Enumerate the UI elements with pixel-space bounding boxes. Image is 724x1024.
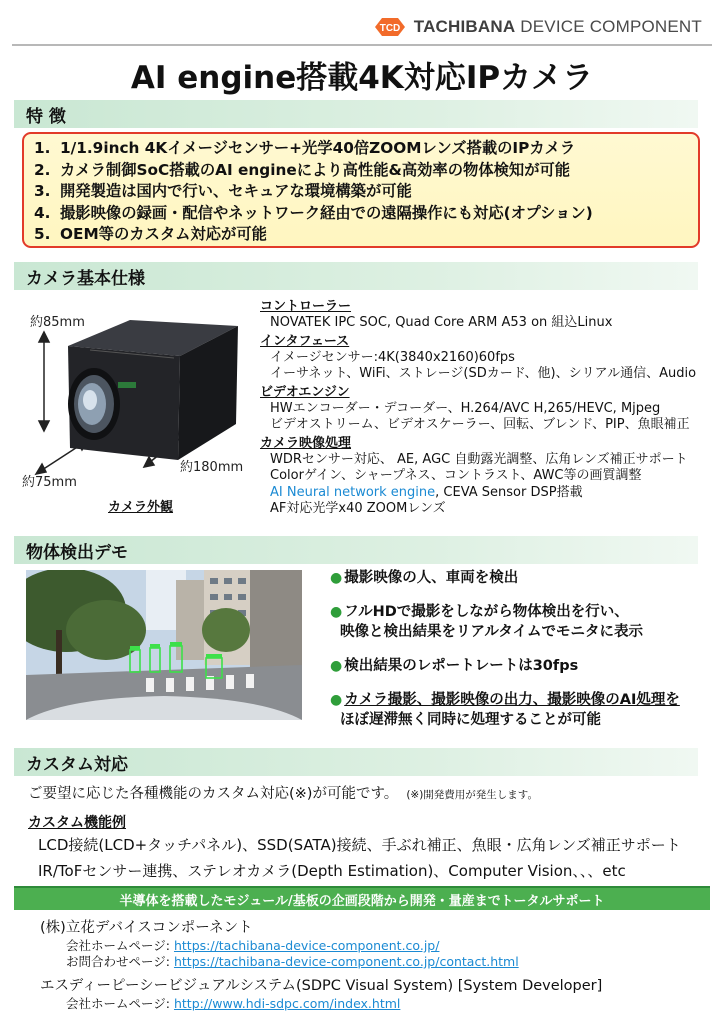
feature-text: 1/1.9inch 4Kイメージセンサー+光学40倍ZOOMレンズ搭載のIPカメラ xyxy=(60,139,576,157)
spec-line: ビデオストリーム、ビデオスケーラー、回転、ブレンド、PIP、魚眼補正 xyxy=(270,417,690,432)
contact-line-sdpc-home xyxy=(66,994,400,1012)
sdpc-homepage-link[interactable]: http://www.hdi-sdpc.com/index.html xyxy=(173,996,401,1011)
spec-line: HWエンコーダー・デコーダー、H.264/AVC H,265/HEVC, Mjpeg xyxy=(270,400,661,416)
page-title: AI engine搭載4K対応IPカメラ xyxy=(130,60,594,96)
dim-height-label: 約85mm xyxy=(30,315,85,330)
contact-label: 会社ホームページ: xyxy=(66,996,170,1011)
detection-bullets xyxy=(330,568,710,744)
spec-line: NOVATEK IPC SOC, Quad Core ARM A53 on 組込Linux xyxy=(270,315,613,330)
bullet-dot-icon: ● xyxy=(330,658,343,674)
feature-number: 4. xyxy=(34,203,51,222)
feature-item xyxy=(34,224,698,246)
bullet-dot-icon: ● xyxy=(330,692,343,708)
feature-text: カメラ制御SoC搭載のAI engineにより高性能&高効率の物体検知が可能 xyxy=(60,160,571,179)
contact-line-inquiry xyxy=(66,952,519,970)
company-name-sdpc: エスディーピーシービジュアルシステム(SDPC Visual System) [System Developer] xyxy=(40,978,603,994)
spec-line-ai xyxy=(260,485,710,502)
company-name-tachibana: (株)立花デバイスコンポーネント xyxy=(40,920,253,936)
feature-number: 1. xyxy=(34,139,51,157)
bullet-text-cont: ほぼ遅滞無く同時に処理することが可能 xyxy=(340,712,601,728)
bullet-text: 検出結果のレポートレートは30fps xyxy=(344,658,579,674)
header-divider xyxy=(12,44,712,46)
feature-number: 5. xyxy=(34,225,51,243)
contact-page-link[interactable]: https://tachibana-device-component.co.jp/contact.html xyxy=(173,954,519,969)
spec-line: WDRセンサー対応、 AE, AGC 自動露光調整、広角レンズ補正サポート xyxy=(270,451,688,467)
bullet-text: 撮影映像の人、車両を検出 xyxy=(344,570,519,586)
custom-example-line: LCD接続(LCD+タッチパネル)、SSD(SATA)接続、手ぶれ補正、魚眼・広角レンズ補正サポート xyxy=(38,836,681,854)
custom-examples-heading: カスタム機能例 xyxy=(28,815,126,831)
brand-header xyxy=(372,14,702,40)
spec-line: イーサネット、WiFi、ストレージ(SDカード、他)、シリアル通信、Audio xyxy=(270,366,697,381)
feature-text: 撮影映像の録画・配信やネットワーク経由での遠隔操作にも対応(オプション) xyxy=(60,203,593,222)
feature-text: OEM等のカスタム対応が可能 xyxy=(60,225,267,243)
spec-heading: カメラ映像処理 xyxy=(260,435,352,451)
svg-text:TCD: TCD xyxy=(379,23,401,34)
features-box xyxy=(22,132,700,248)
feature-number: 2. xyxy=(34,160,51,179)
ai-engine-rest: , CEVA Sensor DSP搭載 xyxy=(435,484,583,500)
homepage-link[interactable]: https://tachibana-device-component.co.jp/ xyxy=(173,938,440,953)
spec-line: AF対応光学x40 ZOOMレンズ xyxy=(270,501,446,516)
spec-heading: インタフェース xyxy=(260,333,350,349)
section-header-features: 特 徴 xyxy=(14,100,698,128)
bullet-text: カメラ撮影、撮影映像の出力、撮影映像のAI処理を xyxy=(344,692,680,708)
bullet-dot-icon: ● xyxy=(330,604,343,620)
spec-line: イメージセンサー:4K(3840x2160)60fps xyxy=(270,349,515,365)
tcd-logo-icon xyxy=(372,16,408,38)
feature-item xyxy=(34,138,698,160)
dim-width-label: 約75mm xyxy=(22,475,77,490)
section-header-custom: カスタム対応 xyxy=(14,748,698,776)
spec-group xyxy=(260,384,710,434)
spec-group xyxy=(260,435,710,518)
contact-label: 会社ホームページ: xyxy=(66,938,170,953)
spec-heading: ビデオエンジン xyxy=(260,384,350,400)
camera-caption: カメラ外観 xyxy=(108,500,174,515)
bullet-dot-icon: ● xyxy=(330,570,343,586)
spec-list xyxy=(260,298,710,519)
custom-example-line: IR/ToFセンサー連携、ステレオカメラ(Depth Estimation)、Computer Vision、、、etc xyxy=(38,862,626,880)
feature-item xyxy=(34,160,698,182)
spec-heading: コントローラー xyxy=(260,299,352,314)
bullet-item xyxy=(330,602,710,642)
custom-cost-note: (※)開発費用が発生します。 xyxy=(406,789,538,801)
feature-text: 開発製造は国内で行い、セキュアな環境構築が可能 xyxy=(60,182,412,200)
bullet-item xyxy=(330,568,710,588)
detection-demo-photo xyxy=(26,570,302,720)
footer-banner: 半導体を搭載したモジュール/基板の企画段階から開発・量産までトータルサポート xyxy=(14,888,710,910)
spec-group xyxy=(260,298,710,332)
feature-item xyxy=(34,203,698,225)
feature-item xyxy=(34,181,698,203)
section-header-detection: 物体検出デモ xyxy=(14,536,698,564)
dim-length-label: 約180mm xyxy=(180,460,244,475)
bullet-item xyxy=(330,656,710,676)
brand-name: TACHIBANA DEVICE COMPONENT xyxy=(413,17,702,36)
feature-number: 3. xyxy=(34,182,51,200)
camera-image xyxy=(30,320,250,480)
spec-group xyxy=(260,333,710,383)
bullet-text: フルHDで撮影をしながら物体検出を行い、 xyxy=(344,604,629,620)
bullet-item xyxy=(330,690,710,730)
ai-engine-highlight: AI Neural network engine xyxy=(270,484,436,500)
custom-intro xyxy=(28,782,538,803)
spec-line: Colorゲイン、シャープネス、コントラスト、AWC等の画質調整 xyxy=(270,468,642,483)
custom-intro-text: ご要望に応じた各種機能のカスタム対応(※)が可能です。 xyxy=(28,786,399,802)
bullet-text-cont: 映像と検出結果をリアルタイムでモニタに表示 xyxy=(340,624,644,640)
contact-label: お問合わせページ: xyxy=(66,954,170,969)
section-header-specs: カメラ基本仕様 xyxy=(14,262,698,290)
